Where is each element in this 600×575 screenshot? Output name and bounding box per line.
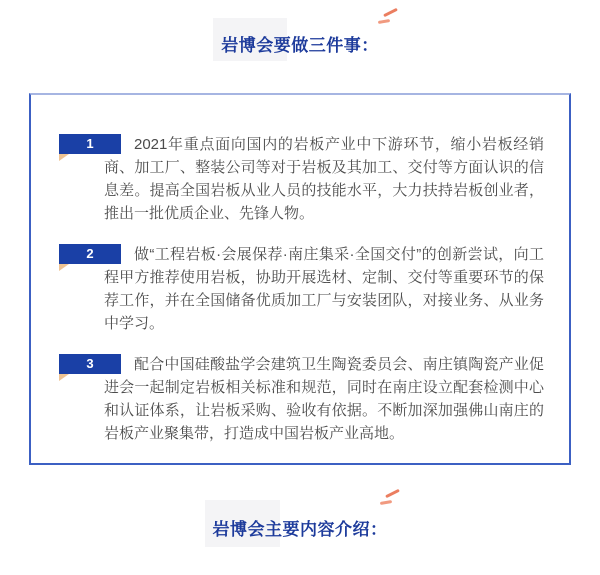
item-number: 1 [86, 136, 94, 151]
item-text: 配合中国硅酸盐学会建筑卫生陶瓷委员会、南庄镇陶瓷产业促进会一起制定岩板相关标准和规范，同时在南庄设立配套检测中心和认证体系，让岩板采购、验收有依据。不断加深加强佛山南庄的岩板产业聚集带，打造成中国岩板产业高地。 [104, 356, 544, 442]
badge-corner-fold [59, 374, 69, 381]
item-number-badge [59, 354, 121, 374]
sparkle-decoration-icon [380, 492, 406, 514]
section-header-main-content [0, 500, 600, 547]
sparkle-stroke-bottom [380, 500, 392, 505]
list-item-3 [86, 353, 544, 445]
sparkle-decoration-icon [378, 11, 404, 33]
item-number: 3 [86, 356, 94, 371]
sparkle-stroke-bottom [378, 19, 390, 24]
list-item-1 [86, 133, 544, 225]
item-text: 2021年重点面向国内的岩板产业中下游环节，缩小岩板经销商、加工厂、整装公司等对于岩板及其加工、交付等方面认识的信息差。提高全国岩板从业人员的技能水平，大力扶持岩板创业者，推出一批优质企业、先锋人物。 [104, 136, 544, 222]
item-number: 2 [86, 246, 94, 261]
sparkle-stroke-top [383, 8, 398, 17]
section-title: 岩博会要做三件事： [221, 36, 379, 55]
badge-corner-fold [59, 154, 69, 161]
section-header-three-things [0, 18, 600, 61]
item-text: 做“工程岩板·会展保荐·南庄集采·全国交付”的创新尝试，向工程甲方推荐使用岩板，协助开展选材、定制、交付等重要环节的保荐工作，并在全国储备优质加工厂与安装团队，对接业务、从业务中学习。 [104, 246, 544, 332]
section-title: 岩博会主要内容介绍： [212, 520, 388, 539]
list-item-2 [86, 243, 544, 335]
item-number-badge [59, 134, 121, 154]
content-card [29, 93, 571, 465]
sparkle-stroke-top [385, 489, 400, 498]
badge-corner-fold [59, 264, 69, 271]
item-number-badge [59, 244, 121, 264]
